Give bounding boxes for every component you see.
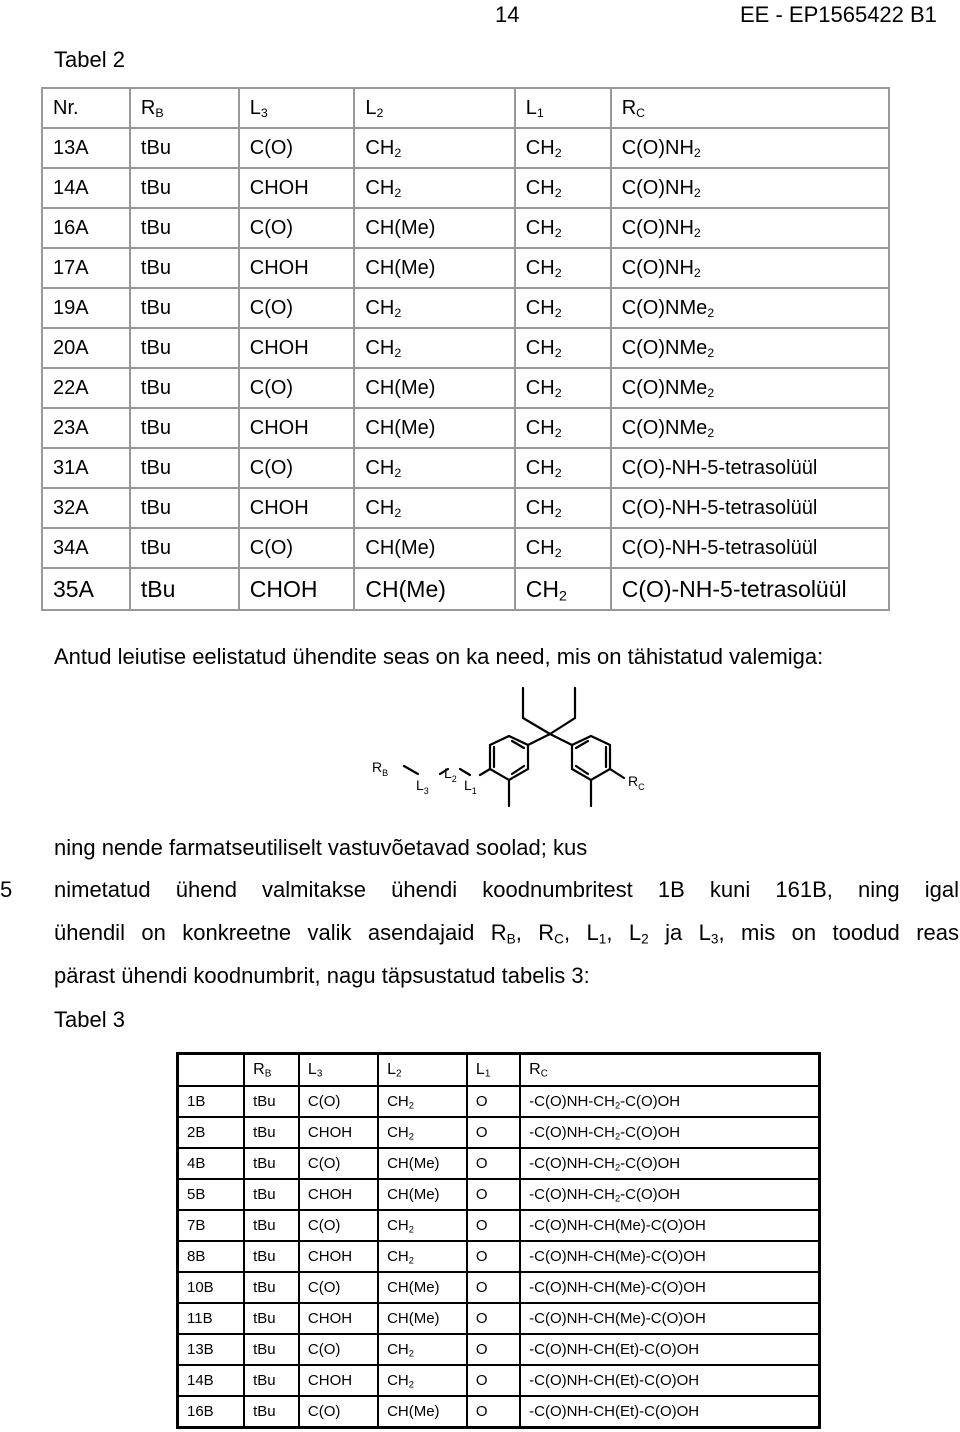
table2-cell: 17A xyxy=(42,248,130,288)
table3-row xyxy=(178,1148,820,1179)
table2-cell: $CH_2$ xyxy=(354,128,514,168)
line-number: 5 xyxy=(0,877,13,902)
table2-cell: $CH_2$ xyxy=(515,568,611,610)
page-number: 14 xyxy=(495,2,520,27)
table3-cell: O xyxy=(467,1179,520,1210)
table3-cell: tBu xyxy=(244,1303,299,1334)
table2-row xyxy=(42,488,889,528)
table3-row xyxy=(178,1241,820,1272)
table3-cell: CHOH xyxy=(299,1303,378,1334)
table2-cell: C(O) xyxy=(239,208,355,248)
table2-cell: $C(O)NH_2$ xyxy=(611,208,889,248)
table3-cell: C(O) xyxy=(299,1272,378,1303)
table3-cell: CH(Me) xyxy=(378,1303,467,1334)
table2-cell: $CH_2$ xyxy=(515,168,611,208)
table3-cell: CHOH xyxy=(299,1179,378,1210)
table2-row xyxy=(42,208,889,248)
table3-cell: O xyxy=(467,1396,520,1428)
table2-cell: C(O)-NH-5-tetrasolüül xyxy=(611,528,889,568)
table2-cell: $CH_2$ xyxy=(515,368,611,408)
table2-cell: tBu xyxy=(130,168,239,208)
table3-cell: C(O) xyxy=(299,1396,378,1428)
l1-label: $L_1$ xyxy=(464,777,477,796)
table2-cell: CHOH xyxy=(239,328,355,368)
table2-cell: $CH_2$ xyxy=(515,528,611,568)
table2-cell: 19A xyxy=(42,288,130,328)
paragraph-line-2: nimetatud ühend valmitakse ühendi koodnumbritest 1B kuni 161B, ning igal xyxy=(54,877,959,902)
table2-cell: 20A xyxy=(42,328,130,368)
table3-cell: tBu xyxy=(244,1272,299,1303)
table2-cell: tBu xyxy=(130,248,239,288)
table3-cell: tBu xyxy=(244,1210,299,1241)
table2-cell: C(O)NMe$_2$ xyxy=(611,288,889,328)
table2-cell: CH(Me) xyxy=(354,208,514,248)
left-benzene-ring xyxy=(490,736,528,780)
table2-cell: C(O)-NH-5-tetrasolüül xyxy=(611,488,889,528)
table3-header-cell xyxy=(178,1054,245,1087)
table3-cell: 14B xyxy=(178,1365,245,1396)
table2-cell: $CH_2$ xyxy=(354,448,514,488)
table3-cell: tBu xyxy=(244,1365,299,1396)
table3-cell: $CH_2$ xyxy=(378,1334,467,1365)
table3-cell: $CH_2$ xyxy=(378,1210,467,1241)
paragraph-line-4: pärast ühendi koodnumbrit, nagu täpsustatud tabelis 3: xyxy=(54,963,590,988)
table3-cell: tBu xyxy=(244,1334,299,1365)
table3-row xyxy=(178,1365,820,1396)
table2-cell: $CH_2$ xyxy=(515,288,611,328)
ethyl-right-bond xyxy=(550,688,575,734)
table3-cell: CH(Me) xyxy=(378,1396,467,1428)
table3-cell: CH(Me) xyxy=(378,1148,467,1179)
table3-cell: tBu xyxy=(244,1086,299,1117)
table2-cell: C(O) xyxy=(239,448,355,488)
table2-cell: C(O)NMe$_2$ xyxy=(611,408,889,448)
table3-cell: tBu xyxy=(244,1179,299,1210)
table2-row xyxy=(42,568,889,610)
table2-row xyxy=(42,168,889,208)
table2-cell: $CH_2$ xyxy=(354,328,514,368)
table2-cell: CH(Me) xyxy=(354,568,514,610)
table2-cell: tBu xyxy=(130,128,239,168)
table3-cell: $CH_2$ xyxy=(378,1086,467,1117)
table3-header-row xyxy=(178,1054,820,1087)
table2-cell: tBu xyxy=(130,488,239,528)
table2-cell: CHOH xyxy=(239,248,355,288)
table3-cell: O xyxy=(467,1272,520,1303)
table2-cell: 14A xyxy=(42,168,130,208)
table3-cell: -C(O)NH-CH(Et)-C(O)OH xyxy=(520,1396,819,1428)
table2-header-cell: Nr. xyxy=(42,88,130,128)
paragraph-line-3: ühendil on konkreetne valik asendajaid $R_B$, $R_C$, $L_1$, $L_2$ ja $L_3$, mis on toodud reas xyxy=(54,920,959,947)
table2-cell: CH(Me) xyxy=(354,368,514,408)
table2-cell: CHOH xyxy=(239,168,355,208)
table3-caption: Tabel 3 xyxy=(54,1007,125,1032)
table2-cell: $CH_2$ xyxy=(354,488,514,528)
table3-cell: O xyxy=(467,1241,520,1272)
table2-cell: CHOH xyxy=(239,488,355,528)
table2-cell: $CH_2$ xyxy=(515,328,611,368)
table3-cell: CHOH xyxy=(299,1241,378,1272)
table2-cell: 16A xyxy=(42,208,130,248)
table3-header-cell: $L_3$ xyxy=(299,1054,378,1087)
table3-row xyxy=(178,1272,820,1303)
table2-cell: $C(O)NH_2$ xyxy=(611,128,889,168)
table2-row xyxy=(42,448,889,488)
table3-cell: -C(O)NH-CH(Me)-C(O)OH xyxy=(520,1210,819,1241)
table3-cell: -C(O)NH-CH(Me)-C(O)OH xyxy=(520,1272,819,1303)
table3-header-cell: $L_2$ xyxy=(378,1054,467,1087)
table3-cell: 1B xyxy=(178,1086,245,1117)
ethyl-left-bond xyxy=(523,688,550,734)
table3-cell: C(O) xyxy=(299,1148,378,1179)
table3-cell: -C(O)NH-CH(Me)-C(O)OH xyxy=(520,1303,819,1334)
table2-row xyxy=(42,368,889,408)
table3-row xyxy=(178,1396,820,1428)
table2-cell: $C(O)NH_2$ xyxy=(611,248,889,288)
table2-header-cell: $L_1$ xyxy=(515,88,611,128)
table3-cell: $-C(O)NH-CH_2-C(O)OH$ xyxy=(520,1179,819,1210)
table2-row xyxy=(42,408,889,448)
table3-cell: 2B xyxy=(178,1117,245,1148)
table3-cell: 8B xyxy=(178,1241,245,1272)
table2-header-cell: $R_C$ xyxy=(611,88,889,128)
table3-cell: $CH_2$ xyxy=(378,1241,467,1272)
table3-cell: CHOH xyxy=(299,1365,378,1396)
table3-cell: 5B xyxy=(178,1179,245,1210)
table3 xyxy=(176,1052,821,1429)
table2-cell: 22A xyxy=(42,368,130,408)
table2-cell: $CH_2$ xyxy=(354,168,514,208)
table2-cell: 35A xyxy=(42,568,130,610)
table3-row xyxy=(178,1179,820,1210)
table2-cell: CH(Me) xyxy=(354,528,514,568)
table3-row xyxy=(178,1210,820,1241)
table2-cell: 34A xyxy=(42,528,130,568)
table3-cell: tBu xyxy=(244,1148,299,1179)
table3-cell: O xyxy=(467,1086,520,1117)
l2-label: $L_2$ xyxy=(444,765,457,784)
table2-caption: Tabel 2 xyxy=(54,47,125,72)
rb-label: $R_B$ xyxy=(372,759,389,778)
table2-header-cell: $R_B$ xyxy=(130,88,239,128)
table2-row xyxy=(42,528,889,568)
table3-cell: O xyxy=(467,1365,520,1396)
table2-cell: CH(Me) xyxy=(354,248,514,288)
intro-sentence: Antud leiutise eelistatud ühendite seas on ka need, mis on tähistatud valemiga: xyxy=(54,644,824,669)
table2-cell: C(O)-NH-5-tetrasolüül xyxy=(611,448,889,488)
rc-label: $R_C$ xyxy=(628,773,645,792)
table2-cell: $CH_2$ xyxy=(515,248,611,288)
table3-row xyxy=(178,1086,820,1117)
table2-cell: 23A xyxy=(42,408,130,448)
table2-row xyxy=(42,288,889,328)
table3-cell: -C(O)NH-CH(Et)-C(O)OH xyxy=(520,1334,819,1365)
table3-header-cell: $R_B$ xyxy=(244,1054,299,1087)
table3-cell: 16B xyxy=(178,1396,245,1428)
table3-cell: O xyxy=(467,1210,520,1241)
table2-header-cell: $L_3$ xyxy=(239,88,355,128)
table2-cell: tBu xyxy=(130,328,239,368)
table2-cell: CHOH xyxy=(239,408,355,448)
table3-row xyxy=(178,1334,820,1365)
table2-cell: $CH_2$ xyxy=(515,488,611,528)
table3-row xyxy=(178,1303,820,1334)
table2-cell: C(O)-NH-5-tetrasolüül xyxy=(611,568,889,610)
table3-cell: C(O) xyxy=(299,1334,378,1365)
table3-cell: $CH_2$ xyxy=(378,1117,467,1148)
table3-cell: -C(O)NH-CH(Me)-C(O)OH xyxy=(520,1241,819,1272)
table3-cell: O xyxy=(467,1117,520,1148)
table3-cell: 11B xyxy=(178,1303,245,1334)
table3-cell: O xyxy=(467,1334,520,1365)
table2-row xyxy=(42,248,889,288)
table2-cell: $CH_2$ xyxy=(515,448,611,488)
table3-cell: tBu xyxy=(244,1117,299,1148)
table3-header-cell: $R_C$ xyxy=(520,1054,819,1087)
table2-cell: $CH_2$ xyxy=(515,208,611,248)
table2-cell: $CH_2$ xyxy=(515,128,611,168)
table2-header-cell: $L_2$ xyxy=(354,88,514,128)
table2-cell: tBu xyxy=(130,528,239,568)
table2-cell: $C(O)NH_2$ xyxy=(611,168,889,208)
table2-cell: CHOH xyxy=(239,568,355,610)
table2-cell: C(O)NMe$_2$ xyxy=(611,328,889,368)
table3-cell: $-C(O)NH-CH_2-C(O)OH$ xyxy=(520,1086,819,1117)
table2-cell: $CH_2$ xyxy=(354,288,514,328)
table3-cell: 4B xyxy=(178,1148,245,1179)
table2-cell: C(O)NMe$_2$ xyxy=(611,368,889,408)
table2-header-row xyxy=(42,88,889,128)
table2-cell: tBu xyxy=(130,448,239,488)
table2-cell: tBu xyxy=(130,208,239,248)
table2 xyxy=(41,87,890,611)
table3-cell: CH(Me) xyxy=(378,1272,467,1303)
table3-cell: 13B xyxy=(178,1334,245,1365)
table2-row xyxy=(42,328,889,368)
table3-cell: 7B xyxy=(178,1210,245,1241)
table3-cell: CH(Me) xyxy=(378,1179,467,1210)
paragraph-line-1: ning nende farmatseutiliselt vastuvõetavad soolad; kus xyxy=(54,835,588,860)
table2-cell: C(O) xyxy=(239,528,355,568)
table3-cell: $CH_2$ xyxy=(378,1365,467,1396)
right-benzene-ring xyxy=(572,736,610,780)
table2-cell: tBu xyxy=(130,368,239,408)
table3-cell: 10B xyxy=(178,1272,245,1303)
table2-cell: tBu xyxy=(130,288,239,328)
table2-cell: CH(Me) xyxy=(354,408,514,448)
table3-cell: $-C(O)NH-CH_2-C(O)OH$ xyxy=(520,1117,819,1148)
table3-cell: C(O) xyxy=(299,1086,378,1117)
table2-cell: tBu xyxy=(130,408,239,448)
table2-cell: C(O) xyxy=(239,128,355,168)
table2-row xyxy=(42,128,889,168)
chemical-structure-diagram xyxy=(360,682,660,810)
table3-cell: C(O) xyxy=(299,1210,378,1241)
table3-row xyxy=(178,1117,820,1148)
table3-cell: O xyxy=(467,1148,520,1179)
table3-cell: $-C(O)NH-CH_2-C(O)OH$ xyxy=(520,1148,819,1179)
table3-cell: -C(O)NH-CH(Et)-C(O)OH xyxy=(520,1365,819,1396)
table3-cell: tBu xyxy=(244,1241,299,1272)
table2-cell: 13A xyxy=(42,128,130,168)
table3-header-cell: $L_1$ xyxy=(467,1054,520,1087)
table3-cell: CHOH xyxy=(299,1117,378,1148)
table3-cell: tBu xyxy=(244,1396,299,1428)
table2-cell: 32A xyxy=(42,488,130,528)
table2-cell: tBu xyxy=(130,568,239,610)
table2-cell: 31A xyxy=(42,448,130,488)
l3-label: $L_3$ xyxy=(416,777,429,796)
table2-cell: $CH_2$ xyxy=(515,408,611,448)
table3-cell: O xyxy=(467,1303,520,1334)
table2-cell: C(O) xyxy=(239,368,355,408)
document-id: EE - EP1565422 B1 xyxy=(740,2,937,27)
table2-cell: C(O) xyxy=(239,288,355,328)
